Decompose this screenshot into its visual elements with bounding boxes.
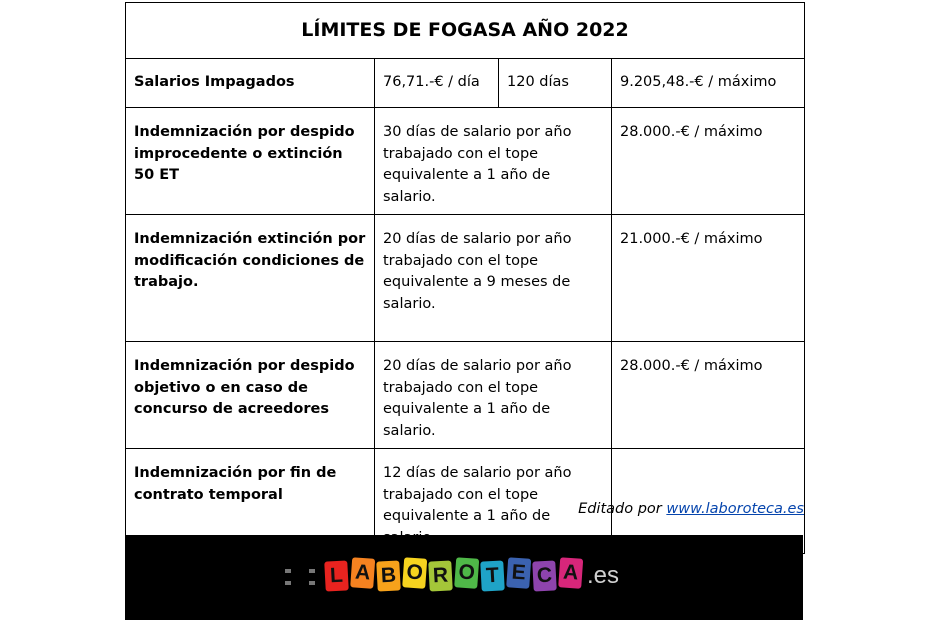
logo-letter-tile: A: [350, 557, 375, 589]
row-detail: 12 días de salario por año trabajado con el tope equivalente a 1 año de: [375, 449, 612, 554]
row-limit: 28.000.-€ / máximo: [612, 108, 805, 215]
row-detail: 30 días de salario por año trabajado con el tope equivalente a 1 año de salario.: [375, 108, 612, 215]
logo-letter-tile: O: [402, 557, 427, 589]
row-concept: Indemnización extinción por modificación condiciones de trabajo.: [126, 215, 375, 342]
table-title: LÍMITES DE FOGASA AÑO 2022: [126, 3, 805, 59]
row-detail: 20 días de salario por año trabajado con el tope equivalente a 9 meses de salario.: [375, 215, 612, 342]
laboroteca-logo: [285, 561, 619, 591]
row-limit: 9.205,48.-€ / máximo: [612, 59, 805, 108]
row-daily-amount: 76,71.-€ / día: [375, 59, 499, 108]
logo-dots-icon: [285, 569, 315, 585]
logo-letter-tile: R: [428, 560, 453, 591]
fogasa-limits-table: [125, 2, 805, 554]
row-detail: 20 días de salario por año trabajado con el tope equivalente a 1 año de salario.: [375, 342, 612, 449]
logo-letter-tile: B: [376, 560, 401, 591]
row-concept: Indemnización por despido improcedente o extinción 50 ET: [126, 108, 375, 215]
table-row: [126, 108, 805, 215]
row-limit: 28.000.-€ / máximo: [612, 342, 805, 449]
table-row: [126, 59, 805, 108]
logo-tld: .es: [587, 562, 620, 589]
logo-letter-tile: A: [558, 557, 583, 589]
table-row: [126, 342, 805, 449]
logo-letter-tile: T: [480, 560, 505, 591]
logo-letter-tile: E: [506, 557, 531, 589]
row-concept: Salarios Impagados: [126, 59, 375, 108]
fogasa-limits-document: [125, 2, 803, 554]
logo-letter-tile: O: [454, 557, 479, 589]
row-limit: 21.000.-€ / máximo: [612, 215, 805, 342]
edited-by-caption: [125, 498, 804, 520]
table-row: [126, 215, 805, 342]
row-concept: Indemnización por despido objetivo o en caso de concurso de acreedores: [126, 342, 375, 449]
row-concept: Indemnización por fin de contrato temporal: [126, 449, 375, 554]
row-days: 120 días: [499, 59, 612, 108]
logo-letter-tile: C: [532, 560, 557, 591]
laboroteca-link[interactable]: www.laboroteca.es: [666, 501, 804, 517]
laboroteca-banner: [125, 535, 803, 620]
caption-prefix: Editado por: [578, 501, 667, 517]
logo-letter-tile: L: [324, 560, 349, 591]
